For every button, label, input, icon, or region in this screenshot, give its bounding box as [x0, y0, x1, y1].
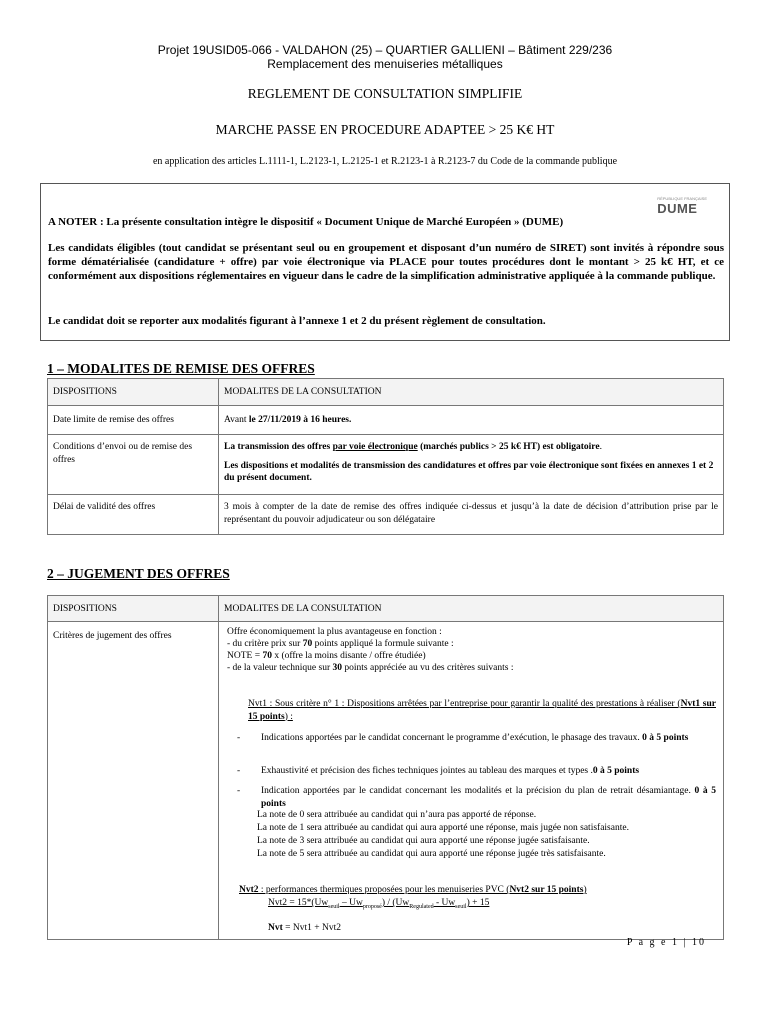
nvt-total	[268, 922, 341, 935]
nvt1-a: Nvt1 : Sous critère n° 1 : Dispositions arrêtées par l’entreprise pour garantir la qualité des prestations à réaliser (	[248, 699, 681, 709]
row-value	[219, 435, 724, 495]
row-value	[219, 406, 724, 435]
transmission-end: .	[599, 442, 602, 452]
subcriterion-2	[261, 765, 639, 778]
col-modalites: MODALITES DE LA CONSULTATION	[219, 596, 724, 622]
f-b: – Uw	[339, 898, 363, 908]
transmission-rule	[224, 441, 718, 454]
section-1-title: 1 – MODALITES DE REMISE DES OFFRES	[47, 361, 315, 376]
f-sub3: Regulated	[409, 903, 434, 910]
section-1-table	[47, 378, 724, 535]
transmission-annexes: Les dispositions et modalités de transmission des candidatures et offres par voie électronique sont fixées en annexes 1 et 2 du présent document.	[224, 460, 714, 483]
tech-points: 30	[332, 663, 343, 673]
tech-a: - de la valeur technique sur	[227, 663, 333, 673]
table-row	[48, 495, 724, 535]
procedure-title: MARCHE PASSE EN PROCEDURE ADAPTEE > 25 K€ HT	[215, 122, 555, 137]
project-header: Projet 19USID05-066 - VALDAHON (25) – QUARTIER GALLIENI – Bâtiment 229/236	[157, 43, 613, 57]
scale-note-5: La note de 5 sera attribuée au candidat qui aura apporté une réponse jugée très satisfaisante.	[257, 849, 606, 859]
notice-dume: A NOTER : La présente consultation intègre le dispositif « Document Unique de Marché Européen » (DUME)	[48, 216, 564, 228]
dume-logo	[657, 196, 707, 216]
page-number: P a g e 1 | 10	[626, 937, 706, 948]
articles-reference: en application des articles L.1111-1, L.2123-1, L.2125-1 et R.2123-1 à R.2123-7 du Code de la commande publique	[152, 156, 618, 167]
row-label: Critères de jugement des offres	[48, 622, 219, 940]
scale-note-1: La note de 1 sera attribuée au candidat qui aura apporté une réponse, mais jugée non satisfaisante.	[257, 823, 629, 833]
nvt2-d: )	[583, 885, 587, 895]
dume-logo-caption: RÉPUBLIQUE FRANÇAISE	[657, 196, 707, 201]
price-points: 70	[302, 639, 313, 649]
f-sub1: seuil	[328, 903, 340, 910]
transmission-electronic: par voie électronique	[332, 442, 418, 452]
nvt1-heading	[248, 698, 716, 723]
section-2-title: 2 – JUGEMENT DES OFFRES	[47, 566, 230, 581]
technical-criterion	[227, 662, 514, 675]
nvt2-b: : performances thermiques proposées pour les menuiseries PVC (	[258, 885, 510, 895]
sub1-points: 0 à 5 points	[642, 733, 689, 743]
sub1-text: Indications apportées par le candidat concernant le programme d’exécution, le phasage des travaux.	[261, 733, 643, 743]
f-a: Nvt2 = 15*(Uw	[268, 898, 329, 908]
tech-c: points appréciée au vu des critères suivants :	[342, 663, 514, 673]
price-c: points appliqué la formule suivante :	[312, 639, 454, 649]
nvt-a: Nvt	[268, 923, 283, 933]
dume-logo-text: DUME	[657, 201, 698, 216]
nvt2-a: Nvt2	[239, 885, 259, 895]
f-sub4: seuil	[455, 903, 467, 910]
scale-note-0: La note de 0 sera attribuée au candidat qui n’aura pas apporté de réponse.	[257, 810, 537, 820]
nvt1-b: Nvt1 sur 15 points	[248, 699, 716, 722]
f-d: - Uw	[433, 898, 456, 908]
price-formula	[227, 650, 426, 663]
table-header-row	[48, 596, 724, 622]
row-label: Délai de validité des offres	[48, 495, 219, 535]
document-title: REGLEMENT DE CONSULTATION SIMPLIFIE	[247, 86, 523, 101]
col-dispositions: DISPOSITIONS	[48, 596, 219, 622]
nvt1-c: ) :	[284, 711, 293, 722]
notice-eligibility: Les candidats éligibles (tout candidat se présentant seul ou en groupement et disposant d’un numéro de SIRET) sont invités à répondre sous forme dématérialisée (candidature + offre) par voie électronique via PLACE pour toutes procédures dont le montant > 25 k€ HT, et ce conformément aux dispositions réglementaires en vigueur dans le cadre de la simplification administrative appliquée à la commande publique.	[48, 242, 724, 283]
transmission-a: La transmission des offres	[224, 442, 333, 452]
col-dispositions: DISPOSITIONS	[48, 379, 219, 406]
col-modalites: MODALITES DE LA CONSULTATION	[219, 379, 724, 406]
note-c: x (offre la moins disante / offre étudiée)	[271, 651, 426, 661]
nvt2-c: Nvt2 sur 15 points	[509, 885, 584, 895]
notice-annex: Le candidat doit se reporter aux modalités figurant à l’annexe 1 et 2 du présent règlement de consultation.	[48, 315, 546, 327]
nvt-b: = Nvt1 + Nvt2	[282, 923, 341, 933]
scale-note-3: La note de 3 sera attribuée au candidat qui aura apporté une réponse jugée satisfaisante.	[257, 836, 590, 846]
table-row	[48, 406, 724, 435]
price-a: - du critère prix sur	[227, 639, 303, 649]
nvt2-heading	[239, 884, 587, 897]
subcriterion-1	[261, 732, 716, 745]
row-label: Date limite de remise des offres	[48, 406, 219, 435]
table-row	[48, 435, 724, 495]
bullet-dash: -	[237, 766, 241, 776]
table-header-row	[48, 379, 724, 406]
transmission-b: (marchés publics > 25 k€ HT) est obligatoire	[417, 442, 600, 452]
sub2-points: 0 à 5 points	[592, 766, 640, 776]
price-criterion	[227, 638, 454, 651]
deadline-prefix: Avant	[224, 415, 249, 425]
project-subheader: Remplacement des menuiseries métalliques	[267, 57, 503, 71]
f-c: ) / (Uw	[381, 898, 410, 908]
f-sub2: proposé	[362, 903, 382, 910]
criteria-intro: Offre économiquement la plus avantageuse en fonction :	[227, 627, 442, 637]
subcriterion-3	[261, 785, 716, 810]
f-e: ) + 15	[466, 898, 490, 908]
note-a: NOTE =	[227, 651, 263, 661]
row-value: 3 mois à compter de la date de remise des offres indiquée ci-dessus et jusqu’à la date de décision d’attribution prise par le représentant du pouvoir adjudicateur ou son délégataire	[219, 495, 724, 535]
sub3-points: 0 à 5 points	[261, 786, 716, 809]
bullet-dash: -	[237, 733, 241, 743]
notice-box	[40, 183, 730, 341]
note-points: 70	[262, 651, 272, 661]
sub3-text: Indication apportées par le candidat concernant les modalités et la précision du plan de retrait désamiantage.	[261, 786, 695, 796]
nvt2-formula	[268, 897, 489, 913]
row-label: Conditions d’envoi ou de remise des offres	[48, 435, 219, 495]
bullet-dash: -	[237, 786, 241, 796]
deadline-date: le 27/11/2019 à 16 heures.	[248, 415, 352, 425]
sub2-text: Exhaustivité et précision des fiches techniques jointes au tableau des marques et types .	[261, 766, 593, 776]
